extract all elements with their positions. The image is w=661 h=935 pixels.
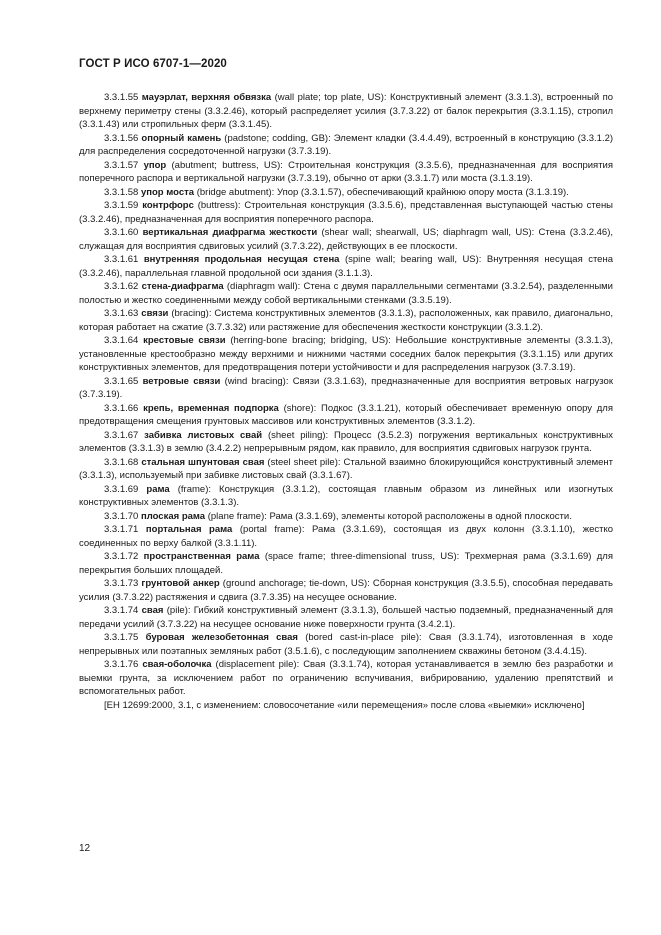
entry-number: 3.3.1.58 (104, 186, 139, 198)
standard-header: ГОСТ Р ИСО 6707-1—2020 (79, 58, 227, 70)
entry-term: ветровые связи (142, 375, 221, 387)
definition-entry (79, 226, 613, 253)
entry-definition: (steel sheet pile): Стальной взаимно блокирующийся конструктивный элемент (3.3.1.3), используемый при забивке листовых свай (3.3.1.67). (79, 456, 614, 481)
definition-entry (79, 604, 613, 631)
entry-number: 3.3.1.75 (104, 632, 139, 643)
entry-term: портальная рама (145, 524, 233, 535)
entry-number: 3.3.1.57 (104, 159, 139, 171)
entry-number: 3.3.1.62 (104, 281, 139, 292)
entry-number: 3.3.1.65 (104, 375, 139, 387)
entry-term: рама (146, 483, 170, 495)
entry-term: вертикальная диафрагма жесткости (142, 227, 318, 238)
page-number: 12 (79, 843, 91, 854)
entry-definition: (portal frame): Рама (3.3.1.69), состоящая из двух колонн (3.3.1.10), жестко соединенных по верху балкой (3.3.1.11). (79, 524, 613, 549)
entry-term: крепь, временная подпорка (143, 402, 279, 414)
entry-term: грунтовой анкер (141, 578, 220, 589)
definition-entry (79, 550, 613, 577)
definition-entry (79, 375, 613, 402)
entry-definition: (plane frame): Рама (3.3.1.69), элементы которой расположены в одной плоскости. (207, 510, 572, 522)
definition-entry (79, 199, 613, 226)
definition-entry (79, 186, 613, 200)
entry-term: буровая железобетонная свая (145, 632, 298, 643)
entry-term: стальная шпунтовая свая (141, 456, 265, 468)
entry-definition: (herring-bone bracing; bridging, US): Небольшие конструктивные элементы (3.3.1.3), установленные крестообразно между верхними и нижними частями соседних балок перекрытия (3.3.1.15) или других конструктивных элементов, для предотвращения потери устойчивости и для распределения нагрузок (3.7.3.19). (79, 335, 614, 373)
entry-number: 3.3.1.74 (104, 605, 139, 616)
entry-list (79, 91, 613, 699)
entry-number: 3.3.1.73 (104, 578, 139, 589)
entry-number: 3.3.1.64 (104, 335, 139, 346)
entry-number: 3.3.1.76 (104, 659, 139, 670)
entry-number: 3.3.1.70 (104, 510, 139, 522)
entry-number: 3.3.1.72 (104, 551, 139, 562)
entry-definition: (spine wall; bearing wall, US): Внутренняя несущая стена (3.3.2.46), параллельная главной продольной оси здания (3.1.1.3). (79, 254, 613, 279)
entry-definition: (displacement pile): Свая (3.3.1.74), которая устанавливается в землю без разработки и выемки грунта, за исключением работ по ограничению вспучивания, вибрированию, удалению препятствий и вспомогательных работ. (79, 659, 614, 697)
definition-entry (79, 483, 613, 510)
entry-term: внутренняя продольная несущая стена (143, 254, 340, 265)
entry-term: крестовые связи (143, 335, 226, 346)
entry-definition: (ground anchorage; tie-down, US): Сборная конструкция (3.3.5.5), способная передавать усилия (3.7.3.22) растяжения и сдвига (3.7.3.35) на несущее основание. (79, 578, 613, 603)
entry-term: забивка листовых свай (144, 429, 263, 441)
document-body (79, 91, 613, 712)
entry-definition: (frame): Конструкция (3.3.1.2), состоящая главным образом из линейных или изогнутых конструктивных элементов (3.3.1.3). (79, 483, 614, 508)
entry-term: пространственная рама (143, 551, 260, 562)
definition-entry (79, 132, 613, 159)
entry-definition: (sheet piling): Процесс (3.5.2.3) погружения вертикальных конструктивных элементов (3.3.1.3) в землю (3.4.2.2) непрерывным рядом, как правило, для восприятия сдвиговых нагрузок грунта. (79, 429, 613, 454)
entry-definition: (wind bracing): Связи (3.3.1.63), предназначенные для восприятия ветровых нагрузок (3.7.3.19). (79, 375, 613, 400)
entry-definition: (pile): Гибкий конструктивный элемент (3.3.1.3), большей частью подземный, предназначенный для передачи усилий (3.7.3.22) на несущее основание ниже поверхности грунта (3.4.2.1). (79, 605, 614, 630)
entry-number: 3.3.1.71 (104, 524, 139, 535)
definition-entry (79, 253, 613, 280)
definition-entry (79, 631, 613, 658)
entry-definition: (bored cast-in-place pile): Свая (3.3.1.74), изготовленная в ходе непрерывных или поэтапных земляных работ (3.5.1.6), с последующим заполнением скважины бетоном (3.4.4.15). (79, 632, 614, 657)
definition-entry (79, 159, 613, 186)
entry-definition: (wall plate; top plate, US): Конструктивный элемент (3.3.1.3), встроенный по верхнему периметру стены (3.3.2.46), который распределяет усилия (3.7.3.22) от балок перекрытия (3.3.1.15), стропил (3.3.1.43) или стропильных ферм (3.3.1.45). (79, 92, 613, 130)
entry-number: 3.3.1.69 (104, 483, 139, 495)
entry-definition: (shear wall; shearwall, US; diaphragm wall, US): Стена (3.3.2.46), служащая для восприятия сдвиговых усилий (3.7.3.22), действующих в ее плоскости. (79, 227, 614, 252)
entry-number: 3.3.1.59 (104, 200, 139, 211)
entry-number: 3.3.1.56 (104, 132, 139, 144)
definition-entry (79, 510, 613, 524)
entry-definition: (bracing): Система конструктивных элементов (3.3.1.3), расположенных, как правило, диагонально, которая работает на сжатие (3.7.3.32) или растяжение для обеспечения жесткости конструкции (3.3.1.2). (79, 308, 614, 333)
entry-definition: (space frame; three-dimensional truss, US): Трехмерная рама (3.3.1.69) для перекрытия больших площадей. (79, 551, 613, 576)
entry-term: контрфорс (142, 200, 194, 211)
entry-number: 3.3.1.55 (104, 92, 139, 103)
entry-term: связи (141, 308, 169, 319)
definition-entry (79, 402, 613, 429)
definition-entry (79, 334, 613, 375)
entry-term: свая (141, 605, 164, 616)
entry-number: 3.3.1.60 (104, 227, 139, 238)
entry-definition: (buttress): Строительная конструкция (3.3.5.6), представленная выступающей частью стены (3.3.2.46), предназначенная для восприятия поперечного распора. (79, 200, 614, 225)
entry-number: 3.3.1.66 (104, 402, 139, 414)
entry-definition: (padstone; codding, GB): Элемент кладки (3.4.4.49), встроенный в конструкцию (3.3.1.2) для распределения сосредоточенной нагрузки (3.7.3.19). (79, 132, 614, 157)
source-note: [ЕН 12699:2000, 3.1, с изменением: словосочетание «или перемещения» после слова «выемки» исключено] (104, 699, 585, 711)
definition-entry (79, 577, 613, 604)
entry-number: 3.3.1.63 (104, 308, 139, 319)
definition-entry (79, 91, 613, 132)
entry-term: опорный камень (141, 132, 222, 144)
entry-definition: (shore): Подкос (3.3.1.21), который обеспечивает временную опору для предотвращения смещения грунтовых массивов или конструктивных элементов (3.3.1.2). (79, 402, 613, 427)
entry-definition: (bridge abutment): Упор (3.3.1.57), обеспечивающий крайнюю опору моста (3.1.3.19). (196, 186, 569, 198)
entry-term: упор (143, 159, 167, 171)
entry-term: плоская рама (140, 510, 206, 522)
definition-entry (79, 429, 613, 456)
definition-entry (79, 280, 613, 307)
entry-definition: (diaphragm wall): Стена с двумя параллельными сегментами (3.3.2.54), разделенными полостью и жестко соединенными между собой вертикальными стенками (3.3.5.19). (79, 281, 613, 306)
definition-entry (79, 307, 613, 334)
entry-term: свая-оболочка (142, 659, 212, 670)
definition-entry (79, 658, 613, 699)
definition-entry (79, 456, 613, 483)
entry-term: мауэрлат, верхняя обвязка (141, 92, 272, 103)
entry-definition: (abutment; buttress, US): Строительная конструкция (3.3.5.6), предназначенная для восприятия поперечного распора и вертикальной нагрузки (3.7.3.19), обычно от арки (3.3.1.7) или моста (3.1.3.19). (79, 159, 613, 184)
entry-number: 3.3.1.61 (104, 254, 139, 265)
entry-term: стена-диафрагма (141, 281, 224, 292)
definition-entry (79, 523, 613, 550)
entry-number: 3.3.1.67 (104, 429, 139, 441)
entry-number: 3.3.1.68 (104, 456, 139, 468)
entry-term: упор моста (140, 186, 195, 198)
